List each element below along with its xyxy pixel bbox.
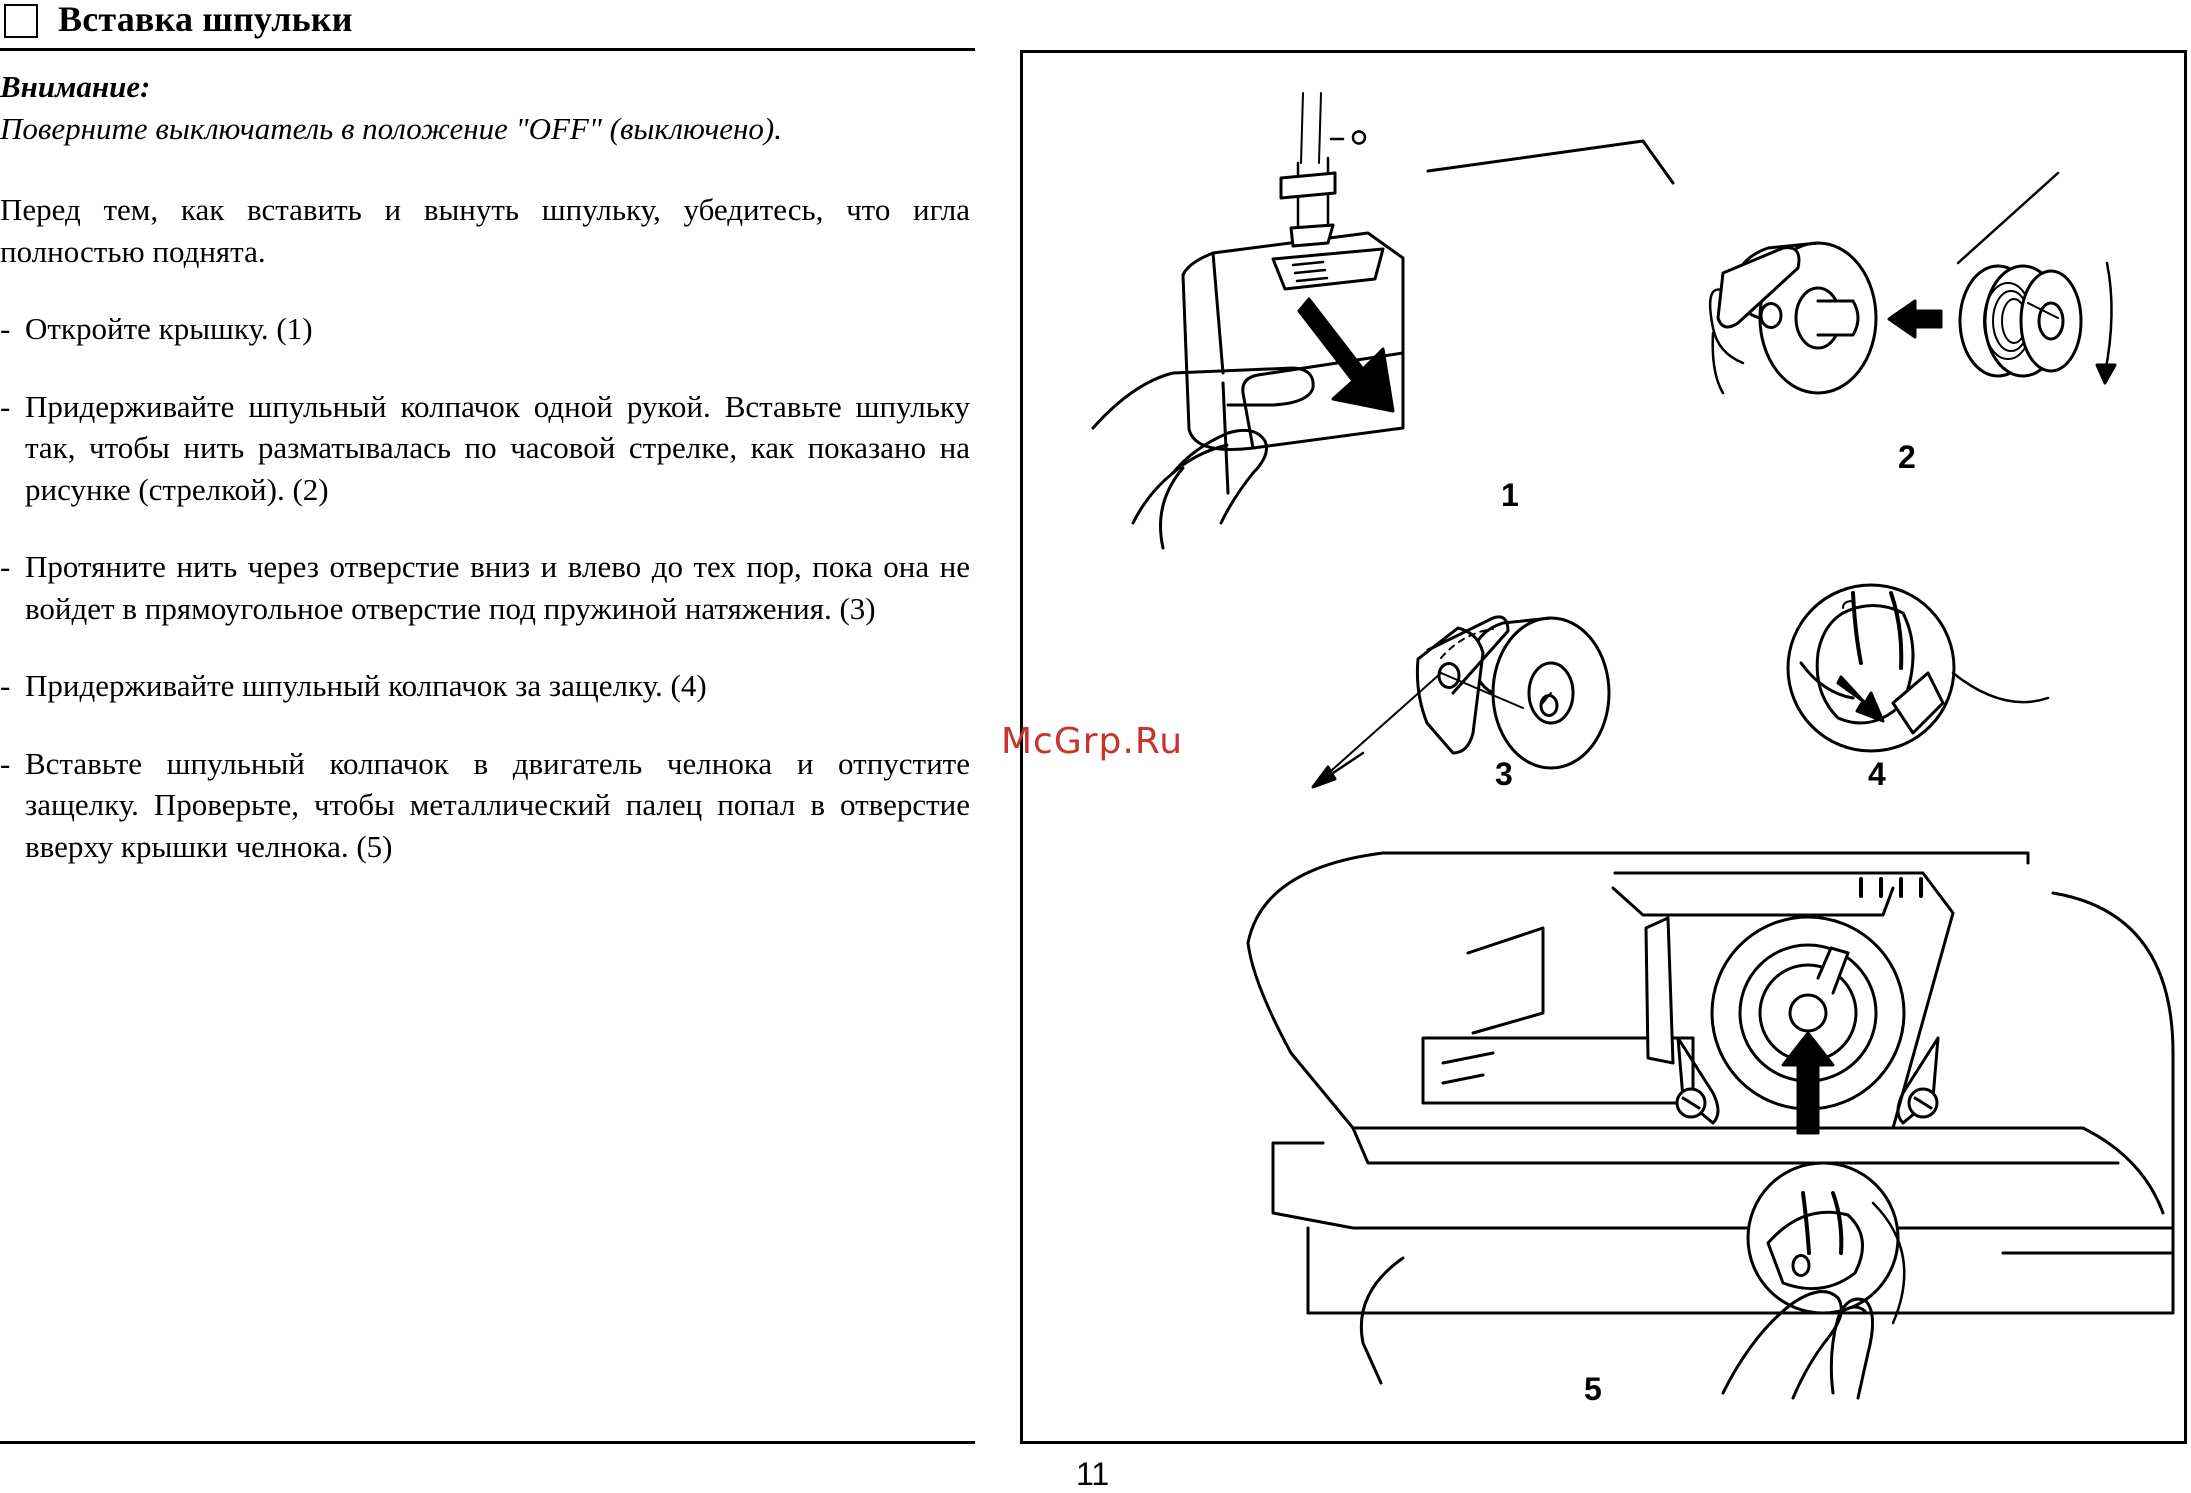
section-title: Вставка шпульки: [58, 0, 353, 39]
section-header: [0, 0, 975, 48]
intro-paragraph: Перед тем, как вставить и вынуть шпульку, убедитесь, что игла полностью поднята.: [0, 192, 970, 269]
warning-text: Поверните выключатель в положение "OFF" (выключено).: [0, 110, 782, 146]
step-text: Придерживайте шпульный колпачок за защелку. (4): [25, 668, 707, 703]
illustration-drawings: [1023, 53, 2184, 1441]
step-item: [0, 308, 970, 350]
figure-label-2: 2: [1898, 439, 1916, 475]
footer-rule: [0, 1441, 975, 1444]
watermark-text: McGrp.Ru: [1001, 721, 1184, 762]
list-dash: -: [0, 388, 11, 424]
step-text: Протяните нить через отверстие вниз и влево до тех пор, пока она не войдет в прямоугольное отверстие под пружиной натяжения. (3): [25, 549, 970, 626]
step-item: [0, 665, 970, 707]
step-item: [0, 546, 970, 629]
step-text: Придерживайте шпульный колпачок одной рукой. Вставьте шпульку так, чтобы нить разматывалась по часовой стрелке, как показано на рисунке (стрелкой). (2): [25, 388, 970, 507]
fig5-shuttle-insert-drawing: [1248, 853, 2173, 1398]
step-text: Вставьте шпульный колпачок в двигатель челнока и отпустите защелку. Проверьте, чтобы металлический палец попал в отверстие вверху крышки челнока. (5): [25, 745, 970, 864]
list-dash: -: [0, 668, 11, 703]
list-dash: -: [0, 745, 11, 781]
fig1-machine-cover-drawing: [1093, 93, 1673, 548]
warning-title: Внимание:: [0, 69, 151, 104]
step-item: [0, 386, 970, 511]
fig3-thread-slot-drawing: [1313, 617, 1609, 787]
header-rule: [0, 48, 975, 51]
list-dash: -: [0, 311, 11, 346]
step-item: [0, 743, 970, 868]
illustration-frame: [1020, 50, 2187, 1444]
page-number: 11: [1076, 1456, 1110, 1492]
fig2-bobbin-insert-drawing: [1710, 173, 2115, 393]
figure-label-1: 1: [1501, 477, 1519, 513]
checkbox-icon: [4, 4, 38, 38]
list-dash: -: [0, 549, 11, 584]
fig4-latch-hold-drawing: [1788, 585, 2048, 751]
instructions-column: [0, 66, 970, 867]
figure-label-3: 3: [1495, 756, 1513, 792]
step-text: Откройте крышку. (1): [25, 311, 313, 346]
figure-label-5: 5: [1584, 1371, 1602, 1407]
figure-label-4: 4: [1868, 756, 1886, 792]
